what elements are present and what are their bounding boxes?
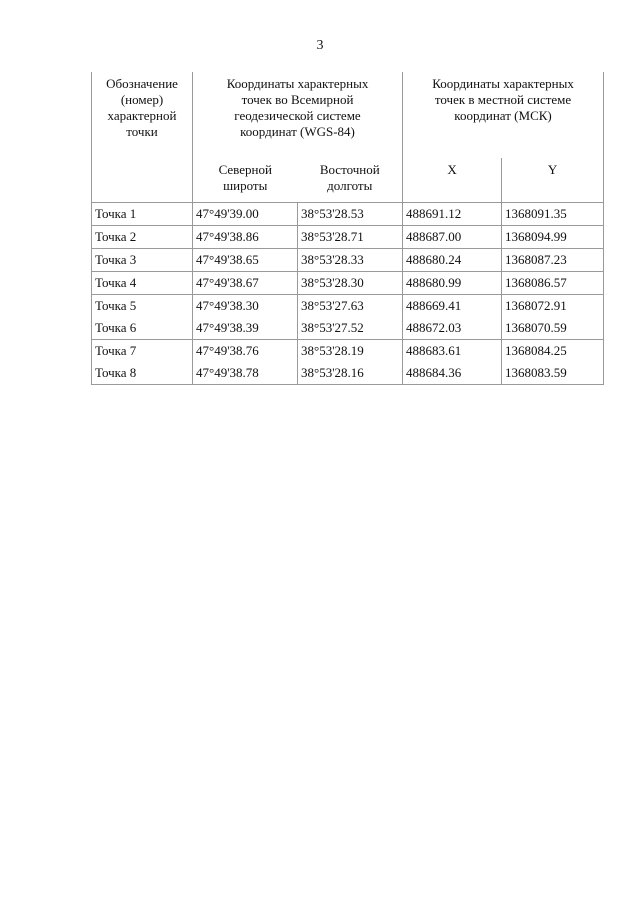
y-cell: 1368083.59 <box>502 362 604 385</box>
header-latitude: Северной широты <box>193 158 298 203</box>
table-row <box>92 362 604 385</box>
page-number: 3 <box>316 38 324 53</box>
longitude-cell: 38°53'28.30 <box>298 272 403 295</box>
latitude-cell: 47°49'38.39 <box>193 317 298 340</box>
x-cell: 488683.61 <box>403 340 502 363</box>
latitude-cell: 47°49'38.86 <box>193 226 298 249</box>
y-cell: 1368087.23 <box>502 249 604 272</box>
latitude-cell: 47°49'38.30 <box>193 295 298 318</box>
table-row <box>92 317 604 340</box>
header-x: X <box>403 158 502 203</box>
point-name: Точка 7 <box>92 340 193 363</box>
y-cell: 1368091.35 <box>502 203 604 226</box>
y-cell: 1368072.91 <box>502 295 604 318</box>
latitude-cell: 47°49'38.76 <box>193 340 298 363</box>
x-cell: 488691.12 <box>403 203 502 226</box>
x-cell: 488680.24 <box>403 249 502 272</box>
x-cell: 488684.36 <box>403 362 502 385</box>
table-row <box>92 272 604 295</box>
table-row <box>92 249 604 272</box>
table-row <box>92 295 604 318</box>
point-name: Точка 5 <box>92 295 193 318</box>
coordinates-table <box>91 72 604 385</box>
x-cell: 488680.99 <box>403 272 502 295</box>
table-row <box>92 203 604 226</box>
x-cell: 488669.41 <box>403 295 502 318</box>
point-name: Точка 2 <box>92 226 193 249</box>
table-row <box>92 226 604 249</box>
latitude-cell: 47°49'38.65 <box>193 249 298 272</box>
y-cell: 1368094.99 <box>502 226 604 249</box>
longitude-cell: 38°53'28.33 <box>298 249 403 272</box>
point-name: Точка 6 <box>92 317 193 340</box>
y-cell: 1368070.59 <box>502 317 604 340</box>
header-longitude: Восточной долготы <box>319 162 380 193</box>
point-name: Точка 4 <box>92 272 193 295</box>
x-cell: 488672.03 <box>403 317 502 340</box>
longitude-cell: 38°53'28.71 <box>298 226 403 249</box>
header-y: Y <box>502 158 604 203</box>
table-row <box>92 340 604 363</box>
header-wgs84: Координаты характерных точек во Всемирной геодезической системе координат (WGS-84) <box>193 72 403 158</box>
latitude-cell: 47°49'38.67 <box>193 272 298 295</box>
longitude-cell: 38°53'28.53 <box>298 203 403 226</box>
y-cell: 1368084.25 <box>502 340 604 363</box>
latitude-cell: 47°49'38.78 <box>193 362 298 385</box>
header-msk: Координаты характерных точек в местной системе координат (МСК) <box>403 72 604 158</box>
longitude-cell: 38°53'28.16 <box>298 362 403 385</box>
point-name: Точка 1 <box>92 203 193 226</box>
header-point-name: Обозначение (номер) характерной точки <box>92 72 193 203</box>
longitude-cell: 38°53'27.63 <box>298 295 403 318</box>
point-name: Точка 8 <box>92 362 193 385</box>
latitude-cell: 47°49'39.00 <box>193 203 298 226</box>
x-cell: 488687.00 <box>403 226 502 249</box>
point-name: Точка 3 <box>92 249 193 272</box>
y-cell: 1368086.57 <box>502 272 604 295</box>
longitude-cell: 38°53'27.52 <box>298 317 403 340</box>
longitude-cell: 38°53'28.19 <box>298 340 403 363</box>
